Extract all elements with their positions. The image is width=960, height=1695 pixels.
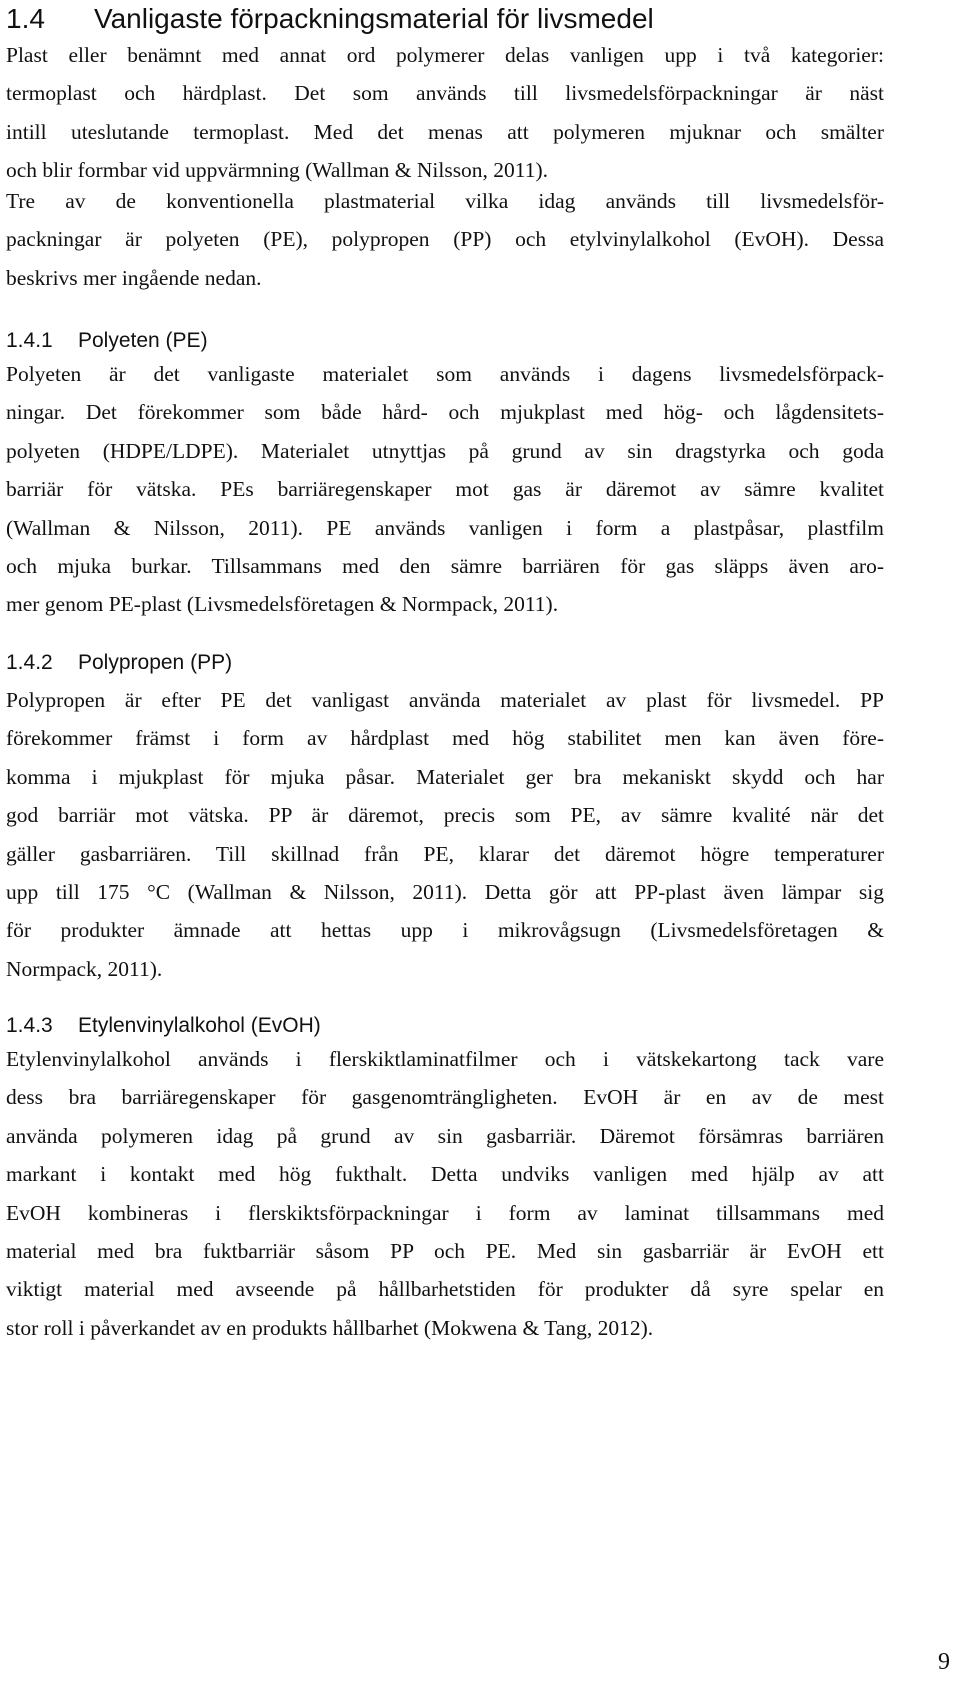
paragraph-line: gäller gasbarriären. Till skillnad från PE, klarar det däremot högre temperaturer — [6, 841, 884, 866]
paragraph-line: och blir formbar vid uppvärmning (Wallman & Nilsson, 2011). — [6, 158, 549, 183]
paragraph-line: Normpack, 2011). — [6, 956, 163, 981]
subsection-heading-pp — [6, 649, 232, 677]
subsection-title: Polypropen (PP) — [78, 651, 233, 674]
paragraph-line: använda polymeren idag på grund av sin gasbarriär. Däremot försämras barriären — [6, 1123, 884, 1148]
paragraph-line: dess bra barriäregenskaper för gasgenomträngligheten. EvOH är en av de mest — [6, 1085, 884, 1110]
paragraph-line: komma i mjukplast för mjuka påsar. Materialet ger bra mekaniskt skydd och har — [6, 764, 884, 789]
subsection-number: 1.4.3 — [6, 1014, 53, 1037]
paragraph-line: Polyeten är det vanligaste materialet som används i dagens livsmedelsförpack- — [6, 362, 884, 386]
paragraph-line: upp till 175 °C (Wallman & Nilsson, 2011). Detta gör att PP-plast även lämpar sig — [6, 879, 884, 904]
subsection-number: 1.4.2 — [6, 651, 53, 674]
paragraph-line: Etylenvinylalkohol används i flerskiktlaminatfilmer och i vätskekartong tack vare — [6, 1047, 884, 1071]
paragraph-line: beskrivs mer ingående nedan. — [6, 265, 262, 290]
paragraph-line: material med bra fuktbarriär såsom PP och PE. Med sin gasbarriär är EvOH ett — [6, 1238, 884, 1263]
paragraph-line: ningar. Det förekommer som både hård- och mjukplast med hög- och lågdensitets- — [6, 400, 884, 425]
subsection-paragraph-pp — [6, 681, 884, 988]
paragraph-line: för produkter ämnade att hettas upp i mikrovågsugn (Livsmedelsföretagen & — [6, 918, 884, 943]
section-number: 1.4 — [6, 3, 45, 34]
paragraph-line: viktigt material med avseende på hållbarhetstiden för produkter då syre spelar en — [6, 1277, 884, 1302]
paragraph-line: Polypropen är efter PE det vanligast använda materialet av plast för livsmedel. PP — [6, 688, 884, 712]
subsection-paragraph-pe — [6, 355, 884, 624]
paragraph-line: god barriär mot vätska. PP är däremot, precis som PE, av sämre kvalité när det — [6, 803, 884, 828]
paragraph-line: barriär för vätska. PEs barriäregenskaper mot gas är däremot av sämre kvalitet — [6, 477, 884, 502]
paragraph-line: förekommer främst i form av hårdplast med hög stabilitet men kan även före- — [6, 726, 884, 751]
subsection-heading-evoh — [6, 1012, 321, 1040]
intro-paragraph-1 — [6, 36, 884, 190]
subsection-title: Polyeten (PE) — [78, 329, 208, 352]
paragraph-line: markant i kontakt med hög fukthalt. Detta undviks vanligen med hjälp av att — [6, 1162, 884, 1187]
paragraph-line: Tre av de konventionella plastmaterial vilka idag används till livsmedelsför- — [6, 189, 884, 213]
paragraph-line: polyeten (HDPE/LDPE). Materialet utnyttjas på grund av sin dragstyrka och goda — [6, 438, 884, 463]
subsection-heading-pe — [6, 327, 208, 355]
paragraph-line: packningar är polyeten (PE), polypropen (PP) och etylvinylalkohol (EvOH). Dessa — [6, 227, 884, 252]
paragraph-line: EvOH kombineras i flerskiktsförpackningar i form av laminat tillsammans med — [6, 1200, 884, 1225]
subsection-title: Etylenvinylalkohol (EvOH) — [78, 1014, 321, 1037]
paragraph-line: intill uteslutande termoplast. Med det menas att polymeren mjuknar och smälter — [6, 119, 884, 144]
intro-paragraph-2 — [6, 182, 884, 297]
subsection-paragraph-evoh — [6, 1040, 884, 1347]
paragraph-line: Plast eller benämnt med annat ord polymerer delas vanligen upp i två kategorier: — [6, 43, 884, 67]
paragraph-line: och mjuka burkar. Tillsammans med den sämre barriären för gas släpps även aro- — [6, 553, 884, 578]
paragraph-line: (Wallman & Nilsson, 2011). PE används vanligen i form a plastpåsar, plastfilm — [6, 515, 884, 540]
paragraph-line: termoplast och härdplast. Det som används till livsmedelsförpackningar är näst — [6, 81, 884, 106]
paragraph-line: stor roll i påverkandet av en produkts hållbarhet (Mokwena & Tang, 2012). — [6, 1315, 654, 1340]
section-title: Vanligaste förpackningsmaterial för livsmedel — [94, 3, 654, 34]
page-number: 9 — [938, 1649, 950, 1675]
subsection-number: 1.4.1 — [6, 329, 53, 352]
paragraph-line: mer genom PE-plast (Livsmedelsföretagen & Normpack, 2011). — [6, 592, 559, 617]
section-heading — [6, 2, 654, 36]
